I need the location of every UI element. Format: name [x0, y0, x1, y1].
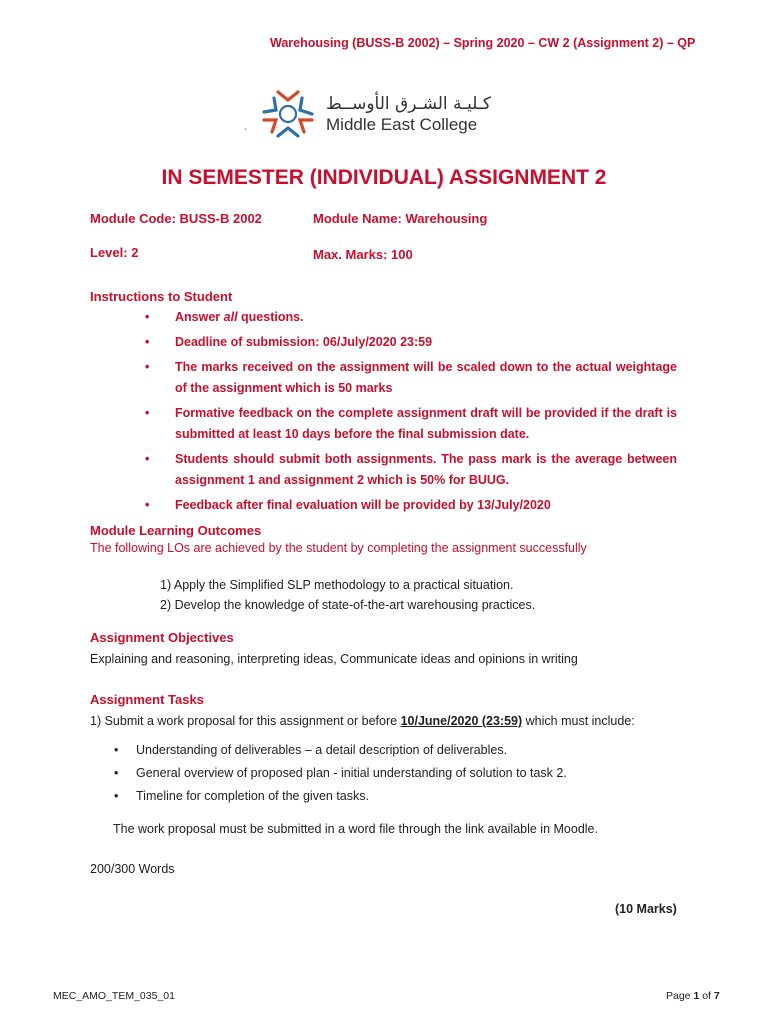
bullet: • [145, 310, 150, 324]
task-marks: (10 Marks) [615, 902, 677, 916]
word-count: 200/300 Words [90, 862, 175, 876]
objectives-text: Explaining and reasoning, interpreting ideas, Communicate ideas and opinions in writing [90, 652, 578, 666]
tasks-heading: Assignment Tasks [90, 692, 204, 707]
list-item: 2) Develop the knowledge of state-of-the-art warehousing practices. [160, 598, 536, 612]
objectives-heading: Assignment Objectives [90, 630, 234, 645]
bullet: • [145, 360, 150, 374]
bullet: • [114, 789, 119, 803]
level-label: Level: [90, 245, 128, 260]
outcomes-list [160, 575, 535, 615]
page-title: IN SEMESTER (INDIVIDUAL) ASSIGNMENT 2 [161, 166, 607, 189]
template-code: MEC_AMO_TEM_035_01 [53, 990, 175, 1002]
outcomes-heading: Module Learning Outcomes [90, 523, 262, 538]
task-deliverables-list [114, 743, 567, 812]
list-item: • Timeline for completion of the given tasks. [114, 789, 369, 803]
stray-mark: ` [244, 128, 248, 139]
bullet: • [145, 335, 150, 349]
college-logo [256, 86, 491, 142]
list-item: • Feedback after final evaluation will be provided by 13/July/2020 [175, 495, 677, 516]
bullet: • [145, 498, 150, 512]
task-intro: 1) Submit a work proposal for this assignment or before 10/June/2020 (23:59) which must include: [90, 714, 635, 728]
document-header: Warehousing (BUSS-B 2002) – Spring 2020 – CW 2 (Assignment 2) – QP [270, 36, 696, 50]
list-item: • Formative feedback on the complete assignment draft will be provided if the draft is submitted at least 10 days before the final submission date. [175, 403, 677, 445]
college-name-english: Middle East College [326, 114, 478, 134]
level-value: 2 [131, 245, 139, 260]
bullet: • [114, 743, 119, 757]
list-item: 1) Apply the Simplified SLP methodology to a practical situation. [160, 578, 514, 592]
module-code: Module Code: BUSS-B 2002 [90, 211, 262, 226]
college-emblem-icon [256, 86, 320, 142]
list-item: • Understanding of deliverables – a detail description of deliverables. [114, 743, 508, 757]
instructions-heading: Instructions to Student [90, 289, 233, 304]
task-note: The work proposal must be submitted in a word file through the link available in Moodle. [113, 822, 598, 836]
outcomes-subtext: The following LOs are achieved by the student by completing the assignment successfully [90, 541, 587, 555]
list-item: • Answer all questions. [175, 307, 677, 328]
bullet: • [145, 452, 150, 466]
level [90, 245, 138, 260]
bullet: • [114, 766, 119, 780]
page-number: Page 1 of 7 [666, 990, 720, 1002]
max-marks: Max. Marks: 100 [313, 247, 413, 262]
list-item: • The marks received on the assignment will be scaled down to the actual weightage of the assignment which is 50 marks [175, 357, 677, 399]
bullet: • [145, 406, 150, 420]
college-name-arabic: كـليـة الشـرق الأوســط [326, 93, 491, 114]
list-item: • Deadline of submission: 06/July/2020 23:59 [175, 332, 677, 353]
emphasis: all [223, 310, 238, 324]
task-due-date: 10/June/2020 (23:59) [400, 714, 523, 728]
module-name: Module Name: Warehousing [313, 211, 488, 226]
list-item: • General overview of proposed plan - initial understanding of solution to task 2. [114, 766, 567, 780]
instructions-list [145, 307, 677, 520]
list-item: • Students should submit both assignments. The pass mark is the average between assignment 1 and assignment 2 which is 50% for BUUG. [175, 449, 677, 491]
college-name-block [326, 93, 491, 134]
